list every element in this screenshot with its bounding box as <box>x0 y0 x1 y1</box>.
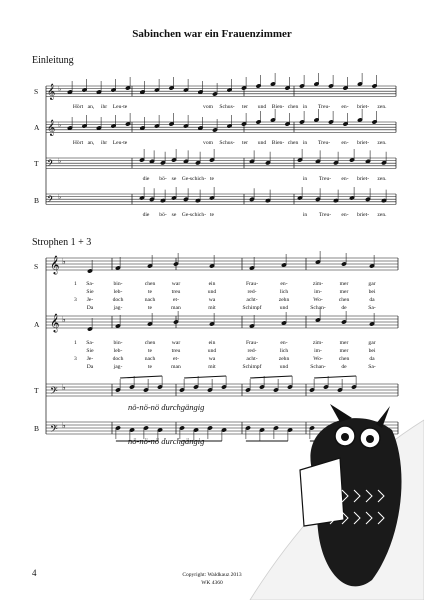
lyric-syllable: vom <box>203 140 213 146</box>
lyric-syllable: war <box>171 340 181 346</box>
lyric-syllable: im- <box>314 348 322 354</box>
lyric-syllable: Ge- <box>181 176 191 182</box>
lyric-syllable: leb- <box>113 348 123 354</box>
bass-instruction: nö-nö-nö durchgängig <box>128 436 205 446</box>
intro-clef-bass: 𝄢 <box>47 194 55 207</box>
lyric-syllable: leb- <box>113 289 123 295</box>
owl-pupil-right <box>366 435 374 443</box>
copyright-text: Copyright: Waldkauz 2013 <box>182 572 242 578</box>
lyric-syllable: Frau- <box>245 281 259 287</box>
lyric-syllable: chen <box>144 340 156 346</box>
lyric-syllable: mer <box>339 289 349 295</box>
lyric-syllable: bö- <box>159 176 167 182</box>
intro-flat-tenor: ♭ <box>58 157 62 165</box>
lyric-syllable: Leu-te <box>112 140 128 146</box>
lyric-syllable: man <box>171 364 181 370</box>
lyric-syllable: bin- <box>113 281 123 287</box>
intro-clef-soprano: 𝄞 <box>47 84 56 100</box>
lyric-syllable: en- <box>280 281 288 287</box>
lyric-syllable: lich <box>279 289 289 295</box>
lyric-syllable: Leu-te <box>112 104 128 110</box>
tenor-beam <box>184 376 226 378</box>
lyric-syllable: zim- <box>312 340 324 346</box>
lyric-syllable: treu <box>171 289 181 295</box>
lyric-syllable: en- <box>280 340 288 346</box>
lyric-syllable: gar <box>368 340 376 346</box>
verse-clef-bass: 𝄢 <box>50 423 58 437</box>
lyric-syllable: und <box>279 305 289 311</box>
staff-label-tenor-verses: T <box>34 386 39 395</box>
lyric-syllable: chen <box>144 281 156 287</box>
intro-flat-bass: ♭ <box>58 193 62 201</box>
lyric-syllable: te <box>209 176 215 182</box>
lyric-syllable: ter <box>242 104 248 110</box>
lyric-syllable: nach <box>144 297 156 303</box>
verse-number-3-alto: 3 <box>74 356 77 362</box>
lyric-syllable: chen <box>287 140 299 146</box>
lyric-syllable: briet- <box>356 176 370 182</box>
lyric-syllable: Sie <box>86 289 94 295</box>
lyric-syllable: zehn <box>278 356 290 362</box>
verse-clef-soprano: 𝄞 <box>50 255 60 274</box>
lyric-syllable: briet- <box>356 104 370 110</box>
verse-flat-soprano: ♭ <box>62 257 66 266</box>
lyric-syllable: da <box>369 356 375 362</box>
lyric-syllable: et- <box>173 356 179 362</box>
lyric-syllable: jag- <box>113 305 123 311</box>
lyric-syllable: lich <box>279 348 289 354</box>
staff-label-bass-verses: B <box>34 424 40 433</box>
staff-label-soprano-verses: S <box>34 262 39 271</box>
lyric-syllable: zen. <box>377 104 387 110</box>
lyric-syllable: Da <box>86 305 94 311</box>
lyric-syllable: und <box>257 104 267 110</box>
lyric-syllable: Je- <box>86 356 94 362</box>
lyric-syllable: die <box>142 212 150 218</box>
owl-sheet <box>300 458 344 526</box>
lyric-syllable: und <box>207 348 217 354</box>
verse-number-3: 3 <box>74 297 77 303</box>
lyric-syllable: te <box>147 305 153 311</box>
lyric-syllable: zen. <box>377 140 387 146</box>
verse-clef-tenor: 𝄢 <box>50 385 58 399</box>
lyric-syllable: bö- <box>159 212 167 218</box>
lyric-syllable: ihr <box>100 104 108 110</box>
section-label-intro: Einleitung <box>32 55 74 66</box>
tenor-beam <box>250 376 292 378</box>
lyric-syllable: en- <box>341 212 349 218</box>
lyric-syllable: in <box>302 176 308 182</box>
lyric-syllable: und <box>257 140 267 146</box>
lyric-syllable: ter <box>242 140 248 146</box>
lyric-syllable: in <box>302 140 308 146</box>
lyric-syllable: te <box>147 364 153 370</box>
lyric-syllable: Treu- <box>318 176 332 182</box>
lyric-syllable: doch <box>112 356 124 362</box>
lyric-syllable: wa <box>208 297 216 303</box>
lyric-syllable: Schimpf <box>242 305 262 311</box>
lyric-syllable: in <box>302 212 308 218</box>
lyric-syllable: Bien- <box>271 140 285 146</box>
verse-flat-alto: ♭ <box>62 315 66 324</box>
lyric-syllable: im- <box>314 289 322 295</box>
lyric-syllable: se <box>171 176 177 182</box>
verse-flat-bass: ♭ <box>62 421 66 430</box>
lyric-syllable: und <box>207 289 217 295</box>
lyric-syllable: Schus- <box>219 104 235 110</box>
lyric-syllable: an, <box>87 140 95 146</box>
lyric-syllable: gar <box>368 281 376 287</box>
lyric-syllable: die <box>142 176 150 182</box>
lyric-syllable: Wo- <box>313 297 323 303</box>
lyric-syllable: Ge- <box>181 212 191 218</box>
lyric-syllable: Sa- <box>86 281 94 287</box>
lyric-syllable: da <box>369 297 375 303</box>
lyric-syllable: ein <box>208 281 216 287</box>
lyric-syllable: red- <box>247 348 257 354</box>
lyric-syllable: en- <box>341 104 349 110</box>
staff-label-alto: A <box>34 123 40 132</box>
lyric-syllable: Frau- <box>245 340 259 346</box>
verse-number-1: 1 <box>74 281 77 287</box>
lyric-syllable: te <box>209 212 215 218</box>
lyric-syllable: briet- <box>356 140 370 146</box>
lyric-syllable: bei <box>368 348 376 354</box>
page-number: 4 <box>32 568 37 578</box>
lyric-syllable: et- <box>173 297 179 303</box>
lyric-syllable: doch <box>112 297 124 303</box>
tenor-beam <box>314 376 356 378</box>
lyric-syllable: man <box>171 305 181 311</box>
lyric-syllable: te <box>147 289 153 295</box>
lyric-syllable: bin- <box>113 340 123 346</box>
lyric-syllable: Treu- <box>317 140 331 146</box>
staff-label-tenor: T <box>34 159 39 168</box>
lyric-syllable: Bien- <box>271 104 285 110</box>
staff-label-soprano: S <box>34 87 39 96</box>
lyric-syllable: Treu- <box>317 104 331 110</box>
lyric-syllable: Schan- <box>310 364 326 370</box>
lyric-syllable: Sa- <box>368 364 376 370</box>
lyric-syllable: Hört <box>72 104 84 110</box>
lyric-syllable: Sie <box>86 348 94 354</box>
lyric-syllable: Da <box>86 364 94 370</box>
verse-flat-tenor: ♭ <box>62 383 66 392</box>
lyric-syllable: mer <box>339 348 349 354</box>
lyric-syllable: de <box>341 364 347 370</box>
lyric-syllable: Schan- <box>310 305 326 311</box>
intro-clef-alto: 𝄞 <box>47 120 56 136</box>
lyric-syllable: Treu- <box>318 212 332 218</box>
lyric-syllable: war <box>171 281 181 287</box>
intro-flat-soprano: ♭ <box>58 85 62 93</box>
lyric-syllable: en- <box>341 140 349 146</box>
lyric-syllable: en- <box>341 176 349 182</box>
lyric-syllable: schich- <box>189 212 207 218</box>
lyric-syllable: zen. <box>377 212 387 218</box>
lyric-syllable: chen <box>287 104 299 110</box>
lyric-syllable: chen <box>338 297 350 303</box>
lyric-syllable: jag- <box>113 364 123 370</box>
lyric-syllable: bei <box>368 289 376 295</box>
lyric-syllable: acht- <box>246 356 258 362</box>
owl-pupil-left <box>341 433 349 441</box>
lyric-syllable: an, <box>87 104 95 110</box>
staff-label-bass: B <box>34 196 40 205</box>
verse-clef-alto: 𝄞 <box>50 313 60 332</box>
lyric-syllable: Sa- <box>86 340 94 346</box>
lyric-syllable: de <box>341 305 347 311</box>
lyric-syllable: mit <box>208 364 216 370</box>
lyric-syllable: in <box>302 104 308 110</box>
tenor-instruction: nö-nö-nö durchgängig <box>128 402 205 412</box>
lyric-syllable: treu <box>171 348 181 354</box>
lyric-syllable: se <box>171 212 177 218</box>
page-title: Sabinchen war ein Frauenzimmer <box>132 28 292 40</box>
staff-label-alto-verses: A <box>34 320 40 329</box>
lyric-syllable: nach <box>144 356 156 362</box>
intro-flat-alto: ♭ <box>58 121 62 129</box>
lyric-syllable: zehn <box>278 297 290 303</box>
lyric-syllable: Je- <box>86 297 94 303</box>
lyric-syllable: briet- <box>356 212 370 218</box>
section-label-verses: Strophen 1 + 3 <box>32 237 92 248</box>
lyric-syllable: Sa- <box>368 305 376 311</box>
lyric-syllable: acht- <box>246 297 258 303</box>
lyric-syllable: mer <box>339 340 349 346</box>
lyric-syllable: schich- <box>189 176 207 182</box>
lyric-syllable: Schus- <box>219 140 235 146</box>
intro-clef-tenor: 𝄢 <box>47 158 55 171</box>
lyric-syllable: te <box>147 348 153 354</box>
lyric-syllable: Hört <box>72 140 84 146</box>
lyric-syllable: ein <box>208 340 216 346</box>
lyric-syllable: und <box>279 364 289 370</box>
lyric-syllable: wa <box>208 356 216 362</box>
lyric-syllable: zim- <box>312 281 324 287</box>
lyric-syllable: zen. <box>377 176 387 182</box>
lyric-syllable: mer <box>339 281 349 287</box>
lyric-syllable: red- <box>247 289 257 295</box>
verse-number-1-alto: 1 <box>74 340 77 346</box>
catalog-number: WK 4360 <box>201 580 223 586</box>
lyric-syllable: chen <box>338 356 350 362</box>
lyric-syllable: mit <box>208 305 216 311</box>
lyric-syllable: vom <box>203 104 213 110</box>
owl-ear-right <box>376 406 390 428</box>
lyric-syllable: Wo- <box>313 356 323 362</box>
tenor-beam <box>120 376 162 378</box>
lyric-syllable: Schimpf <box>242 364 262 370</box>
lyric-syllable: ihr <box>100 140 108 146</box>
